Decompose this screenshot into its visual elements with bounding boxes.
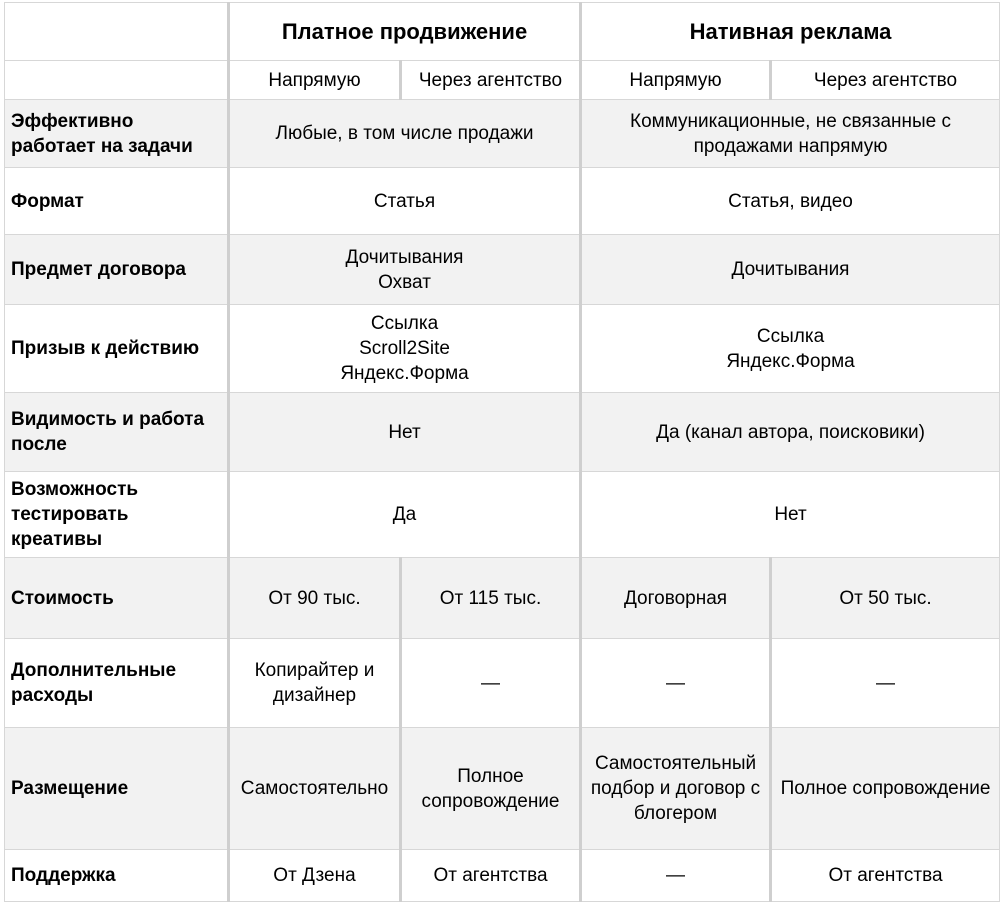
cell-tasks-native: Коммуникационные, не связанные с продажами напрямую [581,100,1000,168]
subheader-native-direct: Напрямую [581,61,771,100]
cell-extra-paid-agency: — [401,639,581,728]
cell-placement-paid-direct: Самостоятельно [229,728,401,850]
corner-cell [5,3,229,61]
subheader-native-agency: Через агентство [771,61,1000,100]
cell-support-paid-direct: От Дзена [229,850,401,902]
contract-line: Дочитывания [345,246,464,268]
table-row [5,100,1000,168]
contract-line: Охват [378,271,431,293]
cell-placement-native-agency: Полное сопровождение [771,728,1000,850]
cell-cost-native-direct: Договорная [581,558,771,639]
table-row [5,558,1000,639]
row-label-extra: Дополнительные расходы [5,639,229,728]
row-label-cost: Стоимость [5,558,229,639]
group-header-paid: Платное продвижение [229,3,581,61]
cell-cta-paid [229,305,581,393]
row-label-cta: Призыв к действию [5,305,229,393]
table-row [5,850,1000,902]
cell-cost-native-agency: От 50 тыс. [771,558,1000,639]
cell-cta-native [581,305,1000,393]
cell-cost-paid-agency: От 115 тыс. [401,558,581,639]
header-group-row [5,3,1000,61]
cell-format-paid: Статья [229,168,581,235]
table-row [5,235,1000,305]
cell-visibility-native: Да (канал автора, поисковики) [581,393,1000,472]
cell-testing-native: Нет [581,472,1000,558]
cell-contract-paid [229,235,581,305]
cta-line: Ссылка [756,325,825,347]
cell-tasks-paid: Любые, в том числе продажи [229,100,581,168]
subheader-paid-agency: Через агентство [401,61,581,100]
cell-support-native-direct: — [581,850,771,902]
cta-line: Яндекс.Форма [340,363,469,384]
cell-support-native-agency: От агентства [771,850,1000,902]
row-label-tasks: Эффективно работает на задачи [5,100,229,168]
cell-visibility-paid: Нет [229,393,581,472]
cell-extra-native-direct: — [581,639,771,728]
cta-line: Яндекс.Форма [726,350,855,372]
row-label-contract: Предмет договора [5,235,229,305]
group-header-native: Нативная реклама [581,3,1000,61]
cell-cost-paid-direct: От 90 тыс. [229,558,401,639]
row-label-support: Поддержка [5,850,229,902]
table-row [5,472,1000,558]
table-row [5,393,1000,472]
cell-placement-native-direct: Самостоятельный подбор и договор с блогером [581,728,771,850]
row-label-testing: Возможность тестировать креативы [5,472,229,558]
cell-testing-paid: Да [229,472,581,558]
table-row [5,639,1000,728]
subheader-paid-direct: Напрямую [229,61,401,100]
row-label-placement: Размещение [5,728,229,850]
header-sub-row [5,61,1000,100]
row-label-format: Формат [5,168,229,235]
table-row [5,728,1000,850]
cell-format-native: Статья, видео [581,168,1000,235]
row-label-visibility: Видимость и работа после [5,393,229,472]
corner-cell-sub [5,61,229,100]
table-row [5,168,1000,235]
cell-extra-paid-direct: Копирайтер и дизайнер [229,639,401,728]
cell-extra-native-agency: — [771,639,1000,728]
cell-placement-paid-agency: Полное сопровождение [401,728,581,850]
table-row [5,305,1000,393]
comparison-table [4,2,1000,902]
cta-line: Ссылка [370,313,439,334]
cell-support-paid-agency: От агентства [401,850,581,902]
cell-contract-native: Дочитывания [581,235,1000,305]
cta-line: Scroll2Site [359,338,450,359]
